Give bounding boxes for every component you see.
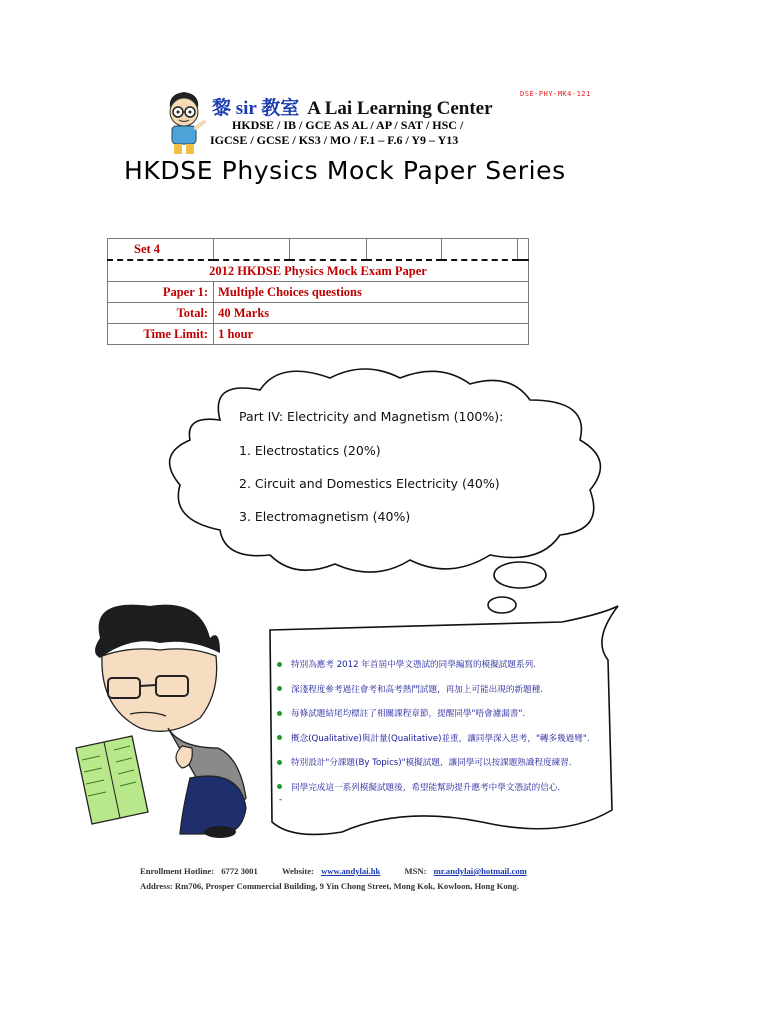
cloud-heading: Part IV: Electricity and Magnetism (100%):	[239, 409, 504, 424]
cloud-item: 1. Electrostatics (20%)	[239, 443, 381, 458]
bullet-dot-icon	[277, 711, 282, 716]
website-link[interactable]: www.andylai.hk	[321, 866, 381, 876]
total-value: 40 Marks	[214, 303, 529, 324]
exam-title: 2012 HKDSE Physics Mock Exam Paper	[108, 260, 529, 282]
time-limit-value: 1 hour	[214, 324, 529, 345]
total-label: Total:	[108, 303, 214, 324]
reading-student-icon	[70, 598, 260, 838]
teacher-mascot-icon	[160, 88, 208, 156]
bullet-dot-icon	[277, 735, 282, 740]
cloud-item: 3. Electromagnetism (40%)	[239, 509, 411, 524]
paper-label: Paper 1:	[108, 282, 214, 303]
bullet-dot-icon	[277, 760, 282, 765]
list-item: 深淺程度參考過往會考和高考熱門試題，再加上可能出現的新題種.	[277, 677, 607, 702]
list-item: 特別為應考 2012 年首屆中學文憑試的同學編寫的模擬試題系列.	[277, 652, 607, 677]
empty-cell	[290, 239, 367, 261]
exam-info-table	[107, 238, 529, 345]
time-limit-label: Time Limit:	[108, 324, 214, 345]
msn-label: MSN:	[404, 866, 427, 876]
list-item: 同學完成這一系列模擬試題後，希望能幫助提升應考中學文憑試的信心.	[277, 775, 607, 800]
center-name-english: A Lai Learning Center	[307, 98, 493, 119]
exam-title-row	[108, 260, 529, 282]
contact-line	[140, 866, 527, 876]
set-row	[108, 239, 529, 261]
empty-cell	[518, 239, 529, 261]
subjects-line-2: IGCSE / GCSE / KS3 / MO / F.1 – F.6 / Y9 – Y13	[210, 133, 459, 147]
cloud-item: 2. Circuit and Domestics Electricity (40%)	[239, 476, 500, 491]
empty-cell	[214, 239, 290, 261]
set-label: Set 4	[108, 239, 214, 261]
trailing-dash: -	[279, 795, 283, 805]
bullet-dot-icon	[277, 662, 282, 667]
website-label: Website:	[281, 866, 314, 876]
table-row	[108, 303, 529, 324]
list-item: 概念(Qualitative)與計量(Qualitative)並重，讓同學深入思考，"轉多幾過彎".	[277, 726, 607, 751]
list-item: 特別設計"分課題(By Topics)"模擬試題，讓同學可以按課題熟識程度練習.	[277, 750, 607, 775]
bullet-dot-icon	[277, 686, 282, 691]
center-name	[212, 93, 493, 120]
series-title: HKDSE Physics Mock Paper Series	[124, 156, 566, 185]
hotline-number: 6772 3001	[221, 866, 258, 876]
center-name-chinese: 黎 sir 教室	[212, 98, 300, 119]
table-row	[108, 282, 529, 303]
address-line: Address: Rm706, Prosper Commercial Building, 9 Yin Chong Street, Mong Kok, Kowloon, Hong Kong.	[140, 881, 519, 891]
list-item: 每條試題結尾均標註了相關課程章節，提醒同學"唔會濾漏書".	[277, 701, 607, 726]
notes-list	[277, 652, 607, 805]
empty-cell	[367, 239, 441, 261]
bullet-dot-icon	[277, 784, 282, 789]
table-row	[108, 324, 529, 345]
paper-value: Multiple Choices questions	[214, 282, 529, 303]
empty-cell	[441, 239, 517, 261]
document-code: DSE-PHY-MK4-121	[520, 90, 591, 98]
msn-link[interactable]: mr.andylai@hotmail.com	[433, 866, 527, 876]
hotline-label: Enrollment Hotline:	[140, 866, 215, 876]
subjects-line-1: HKDSE / IB / GCE AS AL / AP / SAT / HSC /	[232, 118, 464, 132]
